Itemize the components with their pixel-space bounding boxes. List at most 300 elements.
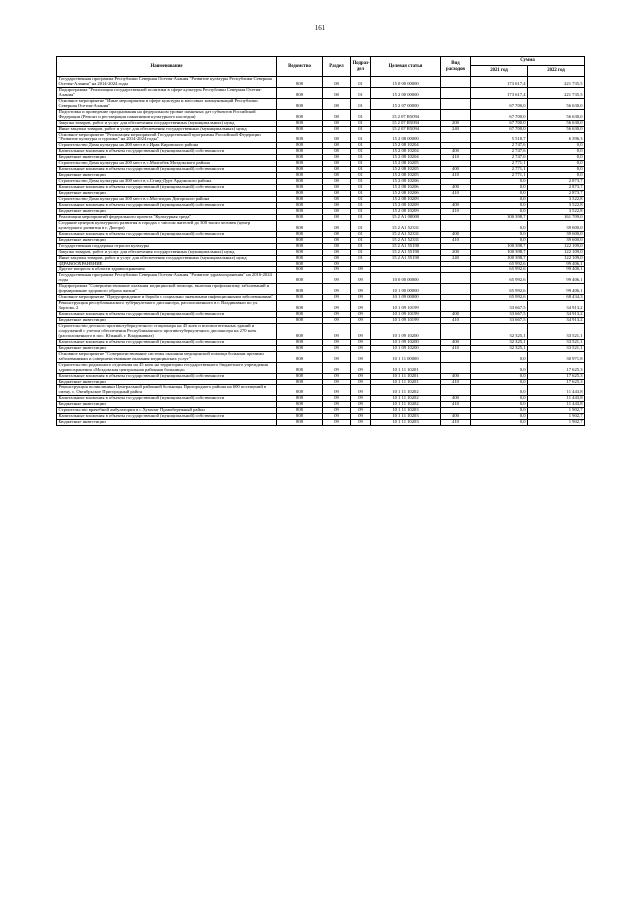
cell-ministry: 808: [277, 208, 323, 214]
cell-amount-2021: 0,0: [471, 202, 528, 208]
cell-amount-2022: 1 902,7: [528, 408, 585, 414]
cell-amount-2022: 221 735,5: [528, 87, 585, 98]
cell-ministry: 808: [277, 414, 323, 420]
cell-subsection: 09: [351, 284, 371, 295]
cell-name: Основное мероприятие "Иные мероприятия в сфере культуры и массовых коммуникаций Республики Северная Осетия-Алания": [57, 98, 277, 109]
cell-ministry: 808: [277, 120, 323, 126]
cell-amount-2022: 39 600,0: [528, 237, 585, 243]
cell-amount-2021: 0,0: [471, 396, 528, 402]
cell-amount-2021: 0,0: [471, 414, 528, 420]
cell-subsection: 09: [351, 362, 371, 373]
cell-article: 10 1 11 10203: [371, 420, 441, 426]
cell-section: 08: [323, 214, 351, 220]
cell-ministry: 808: [277, 345, 323, 351]
cell-ministry: 808: [277, 402, 323, 408]
cell-name: Подготовка и проведение празднования на федеральном уровне памятных дат субъектов Российской Федерации (Ремонт и реставрация памятников культурного наследия): [57, 109, 277, 120]
cell-name: Бюджетные инвестиции: [57, 420, 277, 426]
cell-expense-type: 410: [441, 402, 471, 408]
table-row: [57, 385, 585, 396]
table-row: [57, 87, 585, 98]
cell-expense-type: 400: [441, 373, 471, 379]
cell-expense-type: [441, 284, 471, 295]
cell-expense-type: 400: [441, 202, 471, 208]
cell-section: 08: [323, 255, 351, 261]
cell-amount-2021: 65 992,6: [471, 284, 528, 295]
cell-article: 15 2 08 10205: [371, 161, 441, 167]
cell-amount-2021: 0,0: [471, 379, 528, 385]
cell-amount-2022: 99 406,1: [528, 273, 585, 284]
cell-amount-2022: 56 630,0: [528, 98, 585, 109]
cell-amount-2021: 0,0: [471, 362, 528, 373]
cell-name: Строительство Дома культуры на 300 мест в с.Мостиздах Дигорского района: [57, 197, 277, 203]
cell-section: 08: [323, 77, 351, 88]
cell-amount-2022: 33 521,1: [528, 345, 585, 351]
cell-expense-type: [441, 77, 471, 88]
cell-amount-2022: 2 873,7: [528, 185, 585, 191]
cell-amount-2021: 100 398,7: [471, 243, 528, 249]
cell-section: 09: [323, 301, 351, 312]
cell-amount-2021: 2 771,1: [471, 173, 528, 179]
cell-section: 08: [323, 87, 351, 98]
cell-ministry: 808: [277, 202, 323, 208]
cell-amount-2022: 122 109,0: [528, 249, 585, 255]
cell-name: Бюджетные инвестиции: [57, 402, 277, 408]
cell-expense-type: 410: [441, 208, 471, 214]
cell-amount-2021: 100 398,7: [471, 249, 528, 255]
cell-expense-type: [441, 98, 471, 109]
cell-ministry: 808: [277, 373, 323, 379]
cell-ministry: 808: [277, 301, 323, 312]
cell-amount-2021: 0,0: [471, 373, 528, 379]
cell-expense-type: [441, 87, 471, 98]
cell-article: 15 2 08 10206: [371, 191, 441, 197]
cell-subsection: 01: [351, 132, 371, 143]
cell-section: 09: [323, 345, 351, 351]
table-row: [57, 109, 585, 120]
cell-article: 15 2 08 10204: [371, 149, 441, 155]
cell-amount-2021: 33 667,5: [471, 301, 528, 312]
cell-ministry: 808: [277, 312, 323, 318]
cell-subsection: 01: [351, 237, 371, 243]
cell-article: 15 2 A1 52331: [371, 220, 441, 231]
cell-ministry: 808: [277, 231, 323, 237]
cell-subsection: 01: [351, 202, 371, 208]
cell-section: 09: [323, 379, 351, 385]
cell-name: Бюджетные инвестиции: [57, 155, 277, 161]
cell-expense-type: 410: [441, 420, 471, 426]
cell-name: Строительство детского противотуберкулезного стационара на 45 коек и вспомогательных зданий и сооружений с учетом обеспечения Республиканского противотуберкулезного диспансера на 270 коек (расположенного в пос. Южный, г. Владикавказ): [57, 323, 277, 339]
cell-amount-2021: 2 747,6: [471, 143, 528, 149]
table-row: [57, 220, 585, 231]
cell-article: 15 2 08 00000: [371, 132, 441, 143]
cell-amount-2021: 0,0: [471, 351, 528, 362]
cell-section: 09: [323, 373, 351, 379]
cell-name: Реконструкция поликлиники Центральной районной больницы Пригородного района на 600 посещений в смену, с. Октябрьское Пригородный район: [57, 385, 277, 396]
cell-article: 15 2 08 10209: [371, 202, 441, 208]
cell-article: 10 1 09 10199: [371, 318, 441, 324]
cell-subsection: 09: [351, 295, 371, 301]
cell-article: 15 2 A1 55190: [371, 249, 441, 255]
cell-amount-2022: 0,0: [528, 161, 585, 167]
cell-name: Основное мероприятие "Предупреждение и борьба с социально значимыми инфекционными заболеваниями": [57, 295, 277, 301]
cell-article: 10 1 09 10199: [371, 301, 441, 312]
table-row: [57, 323, 585, 339]
cell-name: Капитальные вложения в объекты государственной (муниципальной) собственности: [57, 396, 277, 402]
cell-article: 15 2 08 10209: [371, 197, 441, 203]
cell-section: 09: [323, 295, 351, 301]
cell-ministry: 808: [277, 362, 323, 373]
cell-amount-2021: 2 747,6: [471, 155, 528, 161]
cell-amount-2022: 99 406,1: [528, 267, 585, 273]
cell-article: 15 2 07 R5094: [371, 109, 441, 120]
cell-ministry: 808: [277, 237, 323, 243]
cell-expense-type: [441, 301, 471, 312]
cell-expense-type: 410: [441, 379, 471, 385]
cell-amount-2022: 2 873,7: [528, 191, 585, 197]
cell-name: Закупка товаров, работ и услуг для обеспечения государственных (муниципальных) нужд: [57, 120, 277, 126]
cell-amount-2021: 67 700,0: [471, 98, 528, 109]
cell-expense-type: 400: [441, 396, 471, 402]
cell-amount-2022: 11 443,8: [528, 385, 585, 396]
cell-article: 10 1 11 10202: [371, 396, 441, 402]
cell-amount-2022: 3 522,8: [528, 208, 585, 214]
cell-ministry: 808: [277, 185, 323, 191]
cell-subsection: 01: [351, 173, 371, 179]
cell-name: Государственная программа Республики Северная Осетия-Алания "Развитие здравоохранения" на 2016-2024 годы: [57, 273, 277, 284]
cell-amount-2022: 122 109,0: [528, 243, 585, 249]
cell-expense-type: [441, 323, 471, 339]
cell-article: 10 1 11 10203: [371, 414, 441, 420]
cell-section: 08: [323, 237, 351, 243]
cell-subsection: 09: [351, 345, 371, 351]
cell-amount-2022: 3 522,8: [528, 202, 585, 208]
header-ministry: Ведомство: [277, 57, 323, 77]
cell-name: Капитальные вложения в объекты государственной (муниципальной) собственности: [57, 312, 277, 318]
cell-amount-2021: 0,0: [471, 220, 528, 231]
cell-amount-2021: 65 992,6: [471, 273, 528, 284]
cell-expense-type: 400: [441, 149, 471, 155]
cell-amount-2021: 0,0: [471, 208, 528, 214]
cell-article: 15 2 A1 00000: [371, 214, 441, 220]
cell-amount-2021: 33 667,5: [471, 312, 528, 318]
cell-ministry: 808: [277, 179, 323, 185]
cell-ministry: 808: [277, 161, 323, 167]
cell-ministry: 808: [277, 132, 323, 143]
cell-amount-2021: 173 617,4: [471, 77, 528, 88]
cell-amount-2022: 0,0: [528, 167, 585, 173]
cell-amount-2022: 56 630,0: [528, 109, 585, 120]
cell-amount-2021: 32 325,1: [471, 323, 528, 339]
header-year-2022: 2022 год: [528, 66, 585, 77]
cell-amount-2022: 33 521,1: [528, 339, 585, 345]
cell-name: Подпрограмма "Реализация государственной политики в сфере культуры Республики Северная Осетия-Алания": [57, 87, 277, 98]
cell-ministry: 808: [277, 126, 323, 132]
cell-amount-2021: 0,0: [471, 408, 528, 414]
cell-name: Бюджетные инвестиции: [57, 318, 277, 324]
cell-section: 09: [323, 351, 351, 362]
cell-ministry: 808: [277, 173, 323, 179]
cell-subsection: 01: [351, 208, 371, 214]
cell-section: 08: [323, 109, 351, 120]
cell-name: Строительство врачебной амбулатории в с.Хумалаг Правобережный район: [57, 408, 277, 414]
cell-expense-type: [441, 351, 471, 362]
cell-subsection: 09: [351, 396, 371, 402]
cell-article: 15 0 00 00000: [371, 77, 441, 88]
cell-name: Капитальные вложения в объекты государственной (муниципальной) собственности: [57, 185, 277, 191]
cell-subsection: 09: [351, 273, 371, 284]
cell-name: Капитальные вложения в объекты государственной (муниципальной) собственности: [57, 202, 277, 208]
cell-article: 15 2 08 10206: [371, 179, 441, 185]
cell-article: 10 1 09 00000: [371, 295, 441, 301]
cell-amount-2021: 0,0: [471, 185, 528, 191]
cell-amount-2021: 65 992,6: [471, 267, 528, 273]
cell-section: 09: [323, 267, 351, 273]
cell-subsection: 01: [351, 191, 371, 197]
cell-ministry: 808: [277, 98, 323, 109]
cell-amount-2022: 39 600,0: [528, 220, 585, 231]
cell-name: Строительство Дома культуры на 200 мест в с.Ирак Кировского района: [57, 143, 277, 149]
cell-amount-2022: 56 630,0: [528, 120, 585, 126]
cell-name: Капитальные вложения в объекты государственной (муниципальной) собственности: [57, 339, 277, 345]
cell-amount-2021: 2 747,6: [471, 149, 528, 155]
cell-subsection: 01: [351, 98, 371, 109]
cell-amount-2021: 100 398,7: [471, 214, 528, 220]
cell-ministry: 808: [277, 197, 323, 203]
cell-name: Капитальные вложения в объекты государственной (муниципальной) собственности: [57, 373, 277, 379]
cell-section: 09: [323, 312, 351, 318]
cell-section: 09: [323, 414, 351, 420]
cell-subsection: 09: [351, 420, 371, 426]
cell-expense-type: [441, 273, 471, 284]
cell-expense-type: [441, 362, 471, 373]
cell-name: Государственная поддержка отрасли культуры: [57, 243, 277, 249]
cell-name: Капитальные вложения в объекты государственной (муниципальной) собственности: [57, 231, 277, 237]
cell-name: Реконструкция республиканского туберкулезного диспансера, расположенного в г. Владикавказ по ул. Зортова, 2: [57, 301, 277, 312]
cell-amount-2022: 30 971,8: [528, 351, 585, 362]
cell-amount-2022: 122 109,0: [528, 255, 585, 261]
cell-subsection: 09: [351, 323, 371, 339]
cell-ministry: 808: [277, 318, 323, 324]
cell-article: 15 2 A1 55190: [371, 255, 441, 261]
cell-name: Создание центров культурного развития в городах с числом жителей до 300 тысяч человек (центр культурного развития в г. Дигора): [57, 220, 277, 231]
table-row: [57, 284, 585, 295]
cell-subsection: 01: [351, 185, 371, 191]
cell-expense-type: 200: [441, 249, 471, 255]
cell-article: 10 1 09 10200: [371, 345, 441, 351]
cell-section: 09: [323, 408, 351, 414]
cell-name: Капитальные вложения в объекты государственной (муниципальной) собственности: [57, 414, 277, 420]
cell-amount-2021: 0,0: [471, 197, 528, 203]
cell-section: 09: [323, 396, 351, 402]
cell-section: 09: [323, 261, 351, 267]
header-expense-type: Вид расходов: [441, 57, 471, 77]
cell-amount-2022: 11 443,8: [528, 402, 585, 408]
cell-section: 08: [323, 132, 351, 143]
table-body: [57, 77, 585, 426]
cell-ministry: 808: [277, 109, 323, 120]
cell-section: 09: [323, 420, 351, 426]
cell-article: 15 2 08 10204: [371, 143, 441, 149]
table-row: [57, 362, 585, 373]
cell-section: 08: [323, 220, 351, 231]
table-row: [57, 351, 585, 362]
cell-subsection: 01: [351, 143, 371, 149]
cell-amount-2022: 17 625,3: [528, 373, 585, 379]
cell-section: 08: [323, 167, 351, 173]
cell-article: 15 2 A1 52331: [371, 231, 441, 237]
cell-article: 10 1 11 10201: [371, 362, 441, 373]
cell-amount-2022: 0,0: [528, 155, 585, 161]
cell-name: Капитальные вложения в объекты государственной (муниципальной) собственности: [57, 167, 277, 173]
cell-amount-2022: 99 406,1: [528, 261, 585, 267]
cell-section: 08: [323, 143, 351, 149]
table-row: [57, 273, 585, 284]
cell-name: Строительство родильного отделения на 45 коек на территории государственного бюджетного учреждения здравоохранения «Моздокская центральная районная больница»: [57, 362, 277, 373]
cell-subsection: 01: [351, 249, 371, 255]
cell-section: 08: [323, 98, 351, 109]
cell-section: 08: [323, 249, 351, 255]
cell-article: 10 1 00 00000: [371, 284, 441, 295]
cell-article: 10 1 09 10200: [371, 323, 441, 339]
cell-section: 08: [323, 149, 351, 155]
cell-amount-2022: 6 396,3: [528, 132, 585, 143]
cell-subsection: 01: [351, 214, 371, 220]
header-name: Наименование: [57, 57, 277, 77]
cell-ministry: 808: [277, 214, 323, 220]
cell-name: Бюджетные инвестиции: [57, 237, 277, 243]
cell-ministry: 808: [277, 249, 323, 255]
cell-section: 08: [323, 120, 351, 126]
cell-article: 15 2 00 00000: [371, 87, 441, 98]
cell-subsection: 09: [351, 339, 371, 345]
cell-amount-2022: 34 913,2: [528, 312, 585, 318]
cell-ministry: 808: [277, 267, 323, 273]
cell-amount-2021: 0,0: [471, 179, 528, 185]
cell-article: 10 1 11 10201: [371, 373, 441, 379]
cell-ministry: 808: [277, 167, 323, 173]
cell-subsection: 01: [351, 231, 371, 237]
cell-article: 10 1 11 10202: [371, 402, 441, 408]
cell-ministry: 808: [277, 143, 323, 149]
cell-amount-2021: 2 771,1: [471, 167, 528, 173]
cell-section: 08: [323, 231, 351, 237]
cell-section: 09: [323, 318, 351, 324]
cell-subsection: 01: [351, 220, 371, 231]
cell-expense-type: 240: [441, 126, 471, 132]
cell-ministry: 808: [277, 220, 323, 231]
cell-amount-2021: 0,0: [471, 231, 528, 237]
cell-amount-2021: 2 771,1: [471, 161, 528, 167]
cell-section: 08: [323, 185, 351, 191]
header-article: Целевая статья: [371, 57, 441, 77]
cell-article: 15 2 07 R5094: [371, 120, 441, 126]
cell-ministry: 808: [277, 77, 323, 88]
cell-name: Строительство Дома культуры на 300 мест в с.Ставд-Дурт Ардонского района: [57, 179, 277, 185]
cell-name: Строительство Дома культуры на 200 мест в с.Малгобек Моздокского района: [57, 161, 277, 167]
cell-subsection: 01: [351, 179, 371, 185]
cell-subsection: 09: [351, 267, 371, 273]
cell-name: Подпрограмма "Совершенствование оказания медицинской помощи, включая профилактику заболеваний и формирование здорового образа жизни": [57, 284, 277, 295]
cell-ministry: 808: [277, 396, 323, 402]
cell-subsection: 09: [351, 414, 371, 420]
cell-amount-2021: 5 518,7: [471, 132, 528, 143]
table-row: [57, 132, 585, 143]
cell-amount-2022: 39 600,0: [528, 231, 585, 237]
cell-ministry: 808: [277, 149, 323, 155]
budget-table: [56, 56, 585, 426]
cell-ministry: 808: [277, 261, 323, 267]
cell-amount-2022: 17 625,3: [528, 362, 585, 373]
cell-name: Основное мероприятие "Совершенствование системы оказания медицинской помощи больным прочими заболеваниями и совершенствование оказания медицинских услуг": [57, 351, 277, 362]
cell-subsection: 01: [351, 77, 371, 88]
cell-ministry: 808: [277, 295, 323, 301]
cell-expense-type: 400: [441, 414, 471, 420]
cell-amount-2022: 1 902,7: [528, 414, 585, 420]
cell-section: 09: [323, 339, 351, 345]
cell-section: 09: [323, 385, 351, 396]
cell-ministry: 808: [277, 87, 323, 98]
cell-subsection: 01: [351, 161, 371, 167]
cell-ministry: 808: [277, 273, 323, 284]
cell-amount-2022: 3 522,8: [528, 197, 585, 203]
cell-ministry: 808: [277, 351, 323, 362]
cell-expense-type: [441, 132, 471, 143]
table-row: [57, 420, 585, 426]
cell-name: Бюджетные инвестиции: [57, 345, 277, 351]
cell-amount-2021: 33 667,5: [471, 318, 528, 324]
cell-article: 15 2 A1 55190: [371, 243, 441, 249]
cell-article: 15 2 08 10206: [371, 185, 441, 191]
cell-expense-type: 410: [441, 345, 471, 351]
cell-ministry: 808: [277, 255, 323, 261]
cell-article: 15 2 08 10205: [371, 173, 441, 179]
cell-subsection: 01: [351, 126, 371, 132]
header-amount: Сумма: [471, 57, 585, 66]
cell-section: 08: [323, 202, 351, 208]
cell-subsection: 09: [351, 402, 371, 408]
cell-article: 10 1 11 00000: [371, 351, 441, 362]
cell-subsection: 01: [351, 109, 371, 120]
cell-subsection: 09: [351, 385, 371, 396]
cell-amount-2022: 2 873,7: [528, 179, 585, 185]
cell-amount-2021: 65 992,6: [471, 295, 528, 301]
cell-amount-2021: 65 992,6: [471, 261, 528, 267]
cell-name: Бюджетные инвестиции: [57, 208, 277, 214]
cell-section: 09: [323, 362, 351, 373]
cell-expense-type: 200: [441, 120, 471, 126]
cell-amount-2022: 56 630,0: [528, 126, 585, 132]
cell-subsection: 09: [351, 373, 371, 379]
cell-section: 08: [323, 243, 351, 249]
header-year-2021: 2021 год: [471, 66, 528, 77]
cell-amount-2022: 1 902,7: [528, 420, 585, 426]
cell-expense-type: 400: [441, 185, 471, 191]
cell-name: Закупка товаров, работ и услуг для обеспечения государственных (муниципальных) нужд: [57, 249, 277, 255]
cell-name: Государственная программа Республики Северная Осетия-Алания "Развитие культуры Республики Северная Осетия-Алания" на 2014-2024 годы: [57, 77, 277, 88]
cell-amount-2021: 100 398,7: [471, 255, 528, 261]
cell-expense-type: 400: [441, 167, 471, 173]
cell-amount-2021: 0,0: [471, 385, 528, 396]
cell-expense-type: [441, 385, 471, 396]
cell-article: 10 1 09 10199: [371, 312, 441, 318]
cell-section: 09: [323, 402, 351, 408]
cell-article: 15 2 07 R5094: [371, 126, 441, 132]
cell-name: Капитальные вложения в объекты государственной (муниципальной) собственности: [57, 149, 277, 155]
cell-amount-2022: 34 913,2: [528, 301, 585, 312]
cell-expense-type: [441, 109, 471, 120]
cell-subsection: 01: [351, 120, 371, 126]
cell-name: Бюджетные инвестиции: [57, 173, 277, 179]
